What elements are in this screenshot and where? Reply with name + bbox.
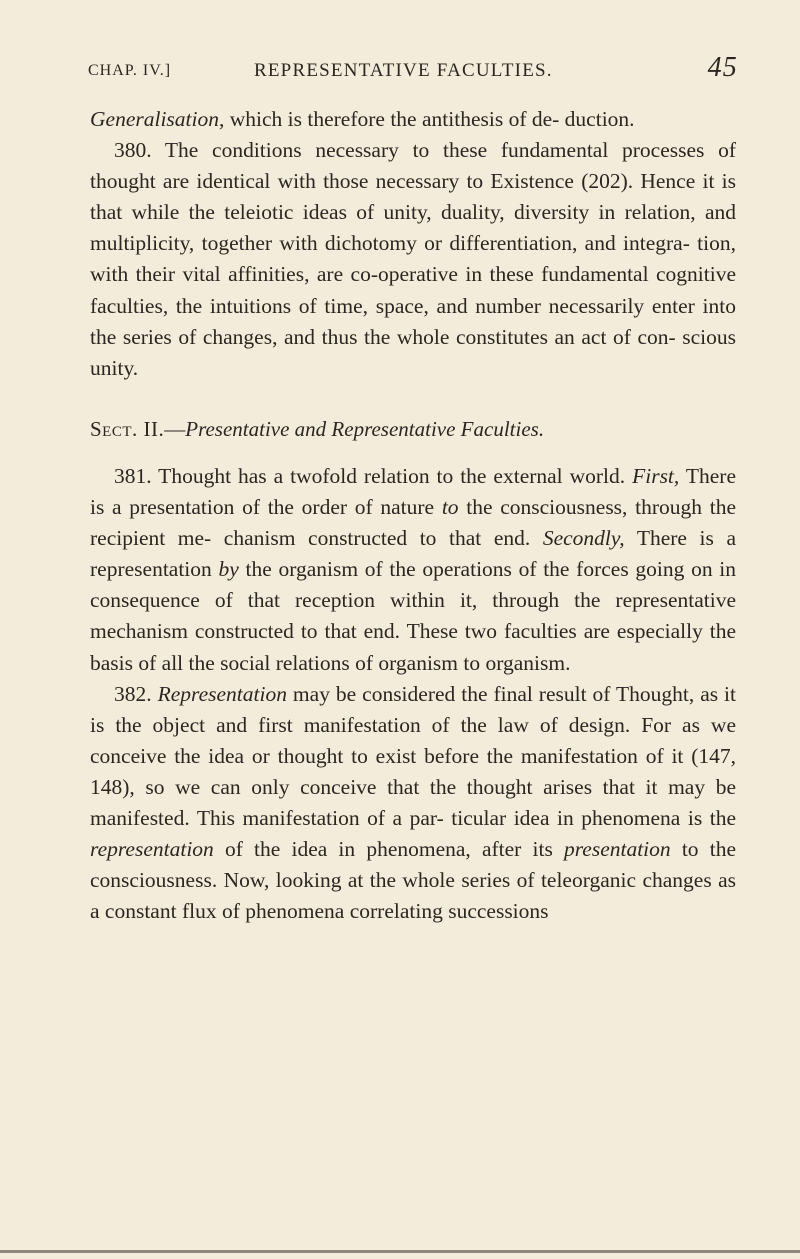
- page-bottom-edge: [0, 1250, 800, 1253]
- paragraph-382: [90, 679, 736, 928]
- p381-text-1: 381. Thought has a twofold relation to the external world.: [114, 463, 633, 488]
- term-generalisation: Generalisation,: [90, 107, 225, 131]
- term-secondly: Secondly,: [542, 526, 625, 551]
- term-presentation: presentation: [563, 837, 671, 862]
- running-title: REPRESENTATIVE FACULTIES.: [254, 60, 553, 81]
- p382-text-1: 382.: [114, 681, 158, 706]
- section-label: Sect. II.: [90, 416, 165, 441]
- p381-text-5: the organism of the operations of the forces going on in consequence of that reception within it, through the representative mechanism constructed to that end. These two faculties are especially the basis of all the social relations of organism to organism.: [90, 557, 736, 675]
- body-text: [90, 104, 736, 927]
- paragraph-381: [90, 461, 736, 679]
- term-first: First,: [632, 463, 680, 488]
- continuation-text: which is therefore the antithesis of de- duction.: [224, 107, 635, 131]
- section-heading: [90, 414, 736, 445]
- running-head: [88, 52, 738, 88]
- p382-text-3: of the idea in phenomena, after its: [213, 837, 564, 862]
- section-dash: —: [164, 416, 186, 441]
- p381-text-3: the consciousness, through the recipient me- chanism constructed to that end.: [90, 495, 736, 551]
- term-to: to: [441, 495, 459, 520]
- term-representation-2: representation: [90, 837, 214, 862]
- paragraph-380: 380. The conditions necessary to these fundamental processes of thought are identical with those necessary to Existence (202). Hence it is that while the teleiotic ideas of unity, duality, diversity in relation, and multiplicity, together with dichotomy or differentiation, and integra- tion, with their vital affinities, are co-operative in these fundamental cognitive faculties, the intuitions of time, space, and number necessarily enter into the series of changes, and thus the whole constitutes an act of con- scious unity.: [90, 138, 736, 380]
- p382-text-2: may be considered the final result of Thought, as it is the object and first manifestation of the law of design. For as we conceive the idea or thought to exist before the manifestation of it (147, 148), so we can only conceive that the thought arises that it may be manifested. This manifestation of a par- ticular idea in phenomena is the: [90, 681, 737, 830]
- p382-text-4: to the consciousness. Now, looking at the whole series of teleorganic changes as a constant flux of phenomena correlating successions: [90, 837, 736, 924]
- continuation-paragraph: [90, 104, 736, 135]
- term-representation: Representation: [157, 681, 287, 706]
- p381-text-4: There is a representation: [90, 526, 737, 582]
- section-title: Presentative and Representative Faculties.: [185, 416, 545, 441]
- page-number: 45: [707, 52, 738, 83]
- chapter-label: CHAP. IV.]: [88, 62, 172, 79]
- p381-text-2: There is a presentation of the order of nature: [90, 463, 736, 520]
- term-by: by: [218, 557, 239, 582]
